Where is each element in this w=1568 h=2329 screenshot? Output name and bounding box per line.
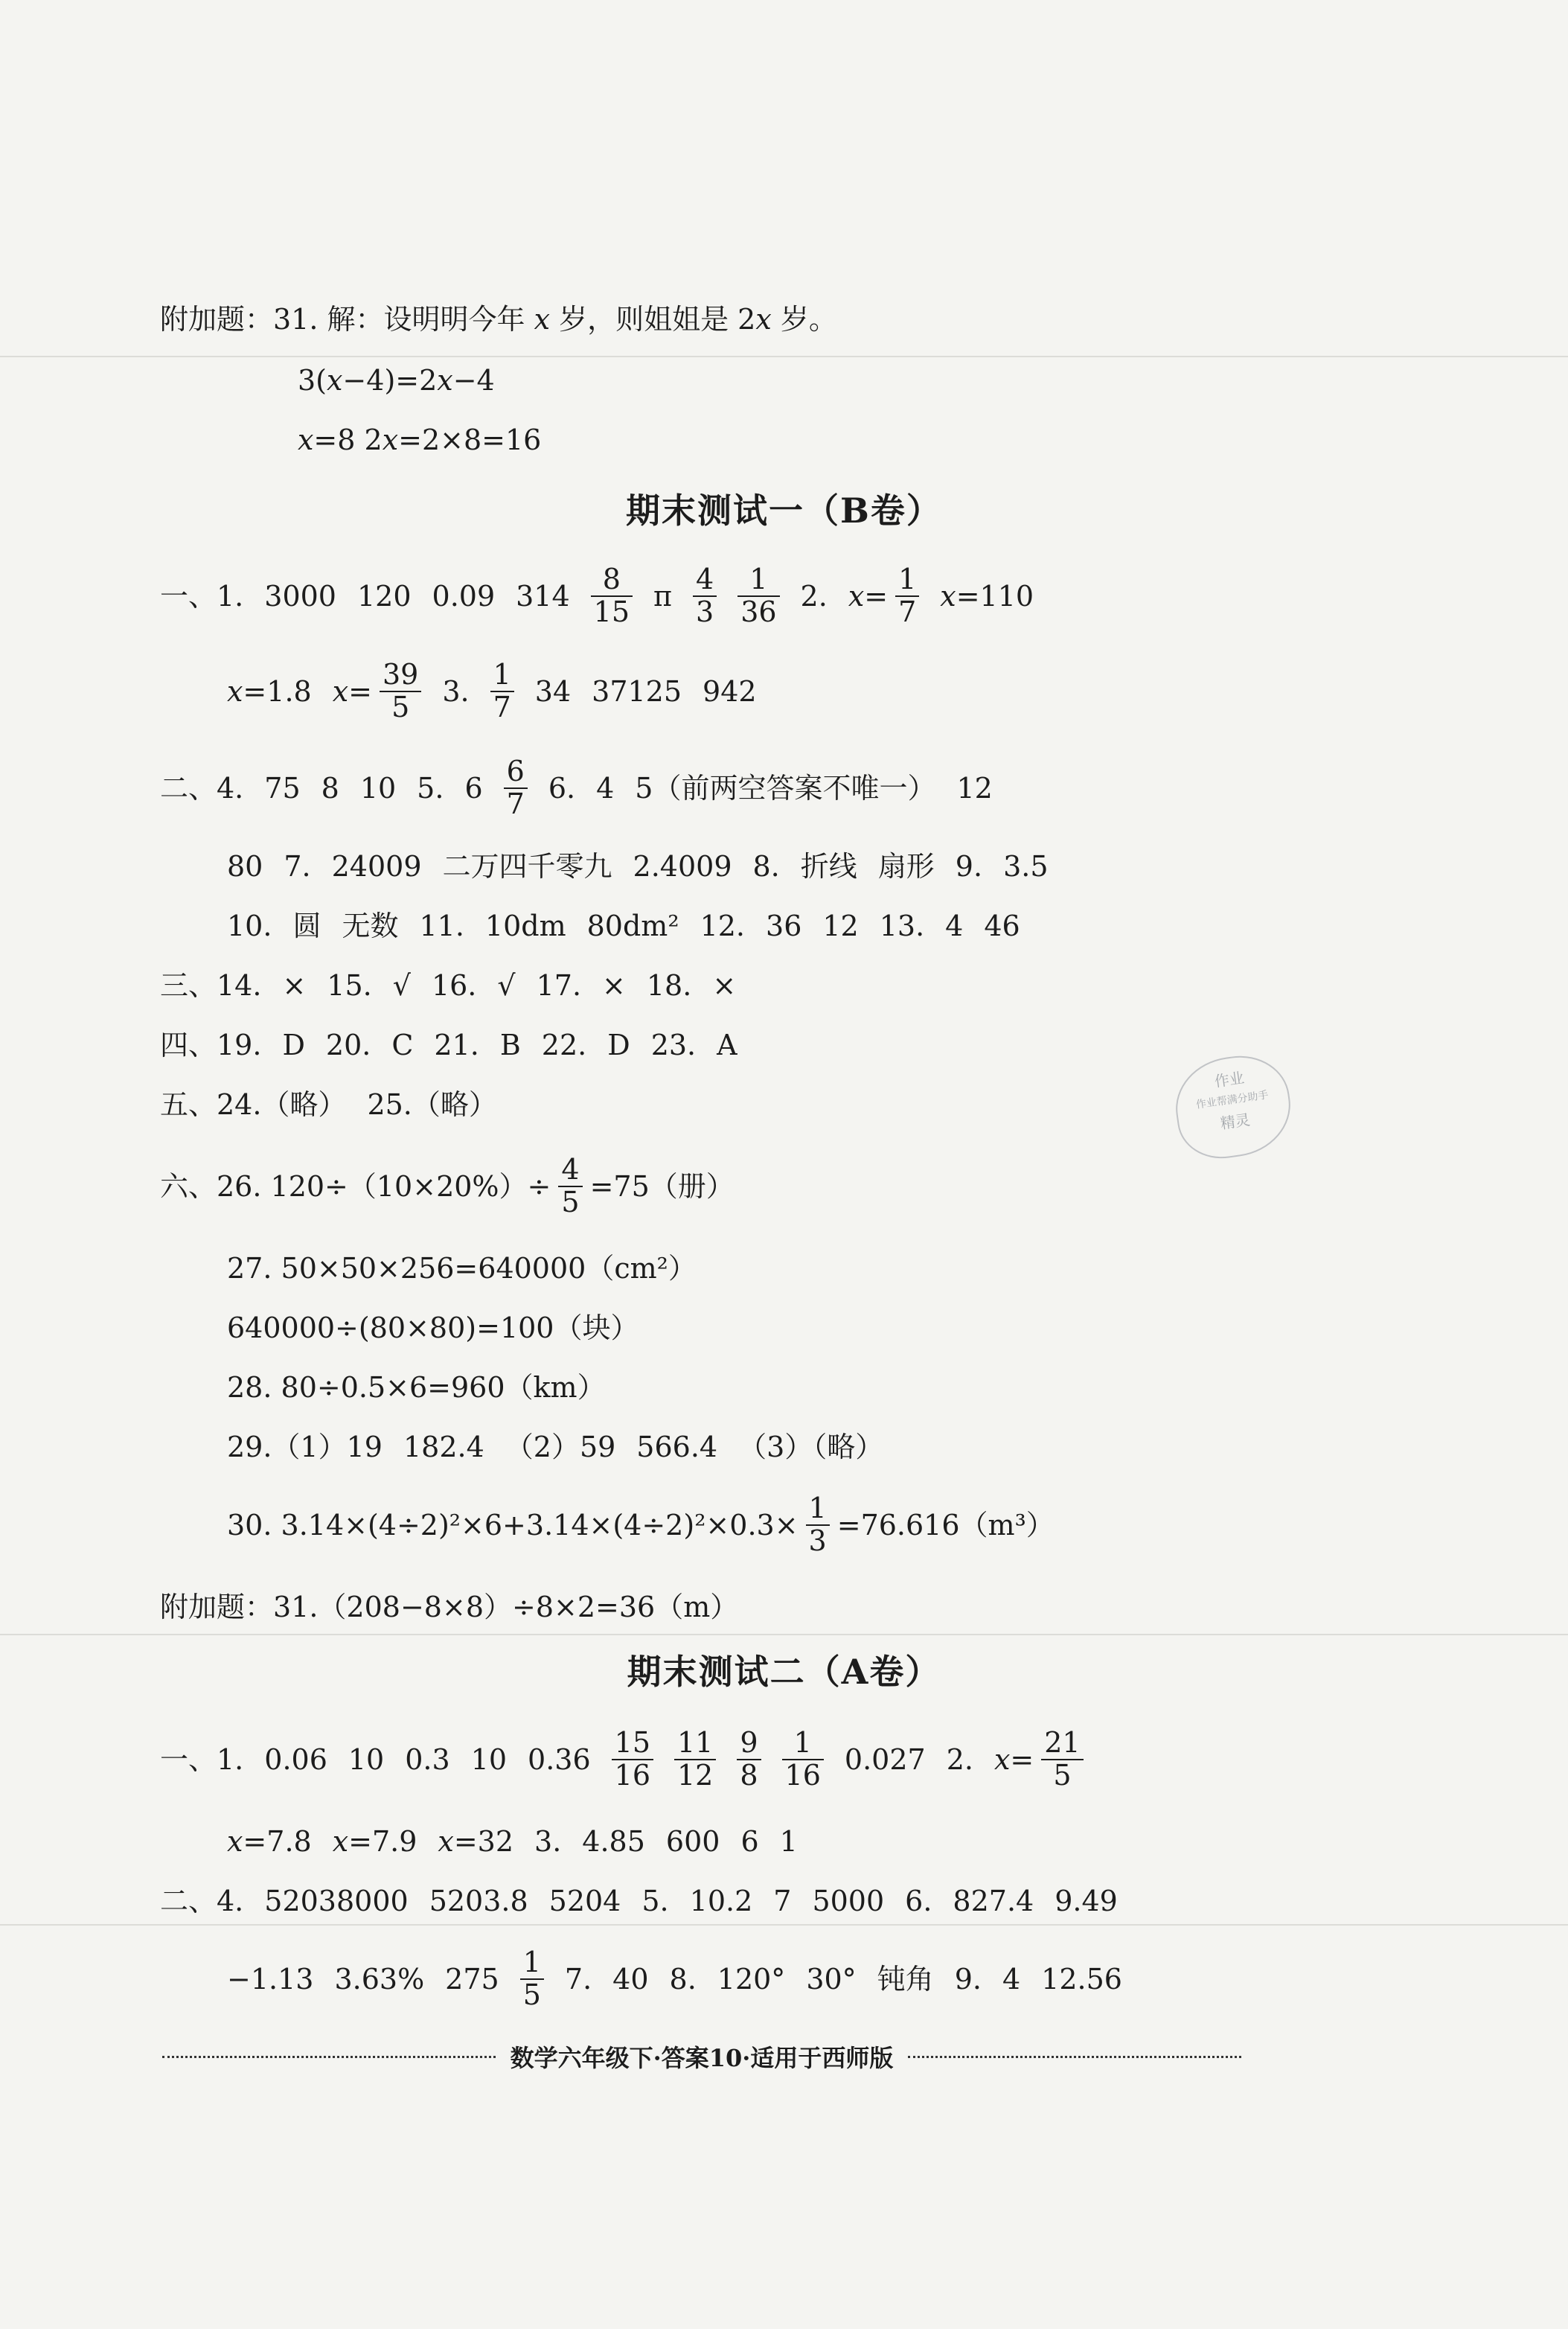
answer-text: 5000 [812,1884,885,1917]
answer-line [160,1723,1104,1790]
fraction-denominator: 5 [522,1978,541,2011]
answer-line [298,344,516,411]
answer-text: 3. [442,674,470,708]
answer-line [160,1865,1139,1932]
answer-text: 3000 [264,579,336,613]
fraction [1041,1725,1083,1792]
answer-text: 2. [800,579,828,613]
answer-line [227,1805,819,1872]
answer-text: 17. [536,968,582,1002]
answer-text: 15. [327,968,372,1002]
answer-line [160,949,757,1016]
answer-text: 46 [984,909,1020,942]
answer-text: 𝑥=7.9 [332,1824,417,1858]
answer-text: 3.63% [334,1962,425,1996]
answer-text: 275 [445,1962,499,1996]
answer-text: 𝑥=8 2𝑥=2×8=16 [298,423,542,456]
fraction-numerator: 6 [504,756,528,789]
answer-text: D [282,1028,305,1061]
answer-text: 2.4009 [633,849,732,883]
answer-line [227,1943,1143,2010]
fraction-denominator: 3 [696,595,714,628]
answer-text: 3(𝑥−4)=2𝑥−4 [298,363,495,397]
answer-text: B [499,1028,521,1061]
answer-text: 0.06 [264,1742,327,1776]
answer-text: 0.09 [432,579,496,613]
answer-text: 7 [773,1884,792,1917]
answer-text: π [653,579,672,613]
answer-text: 80 [227,849,263,883]
fraction-numerator: 1 [490,659,514,692]
answer-text: 75 [264,771,301,805]
answer-text: 𝑥=110 [940,579,1034,613]
answer-text: （3）（略） [738,1430,884,1463]
answer-text: 7. [564,1962,592,1996]
footer-text: 数学六年级下·答案10·适用于西师版 [510,2044,894,2072]
fraction-numerator: 8 [591,564,633,597]
answer-text: 𝑥= [993,1742,1034,1776]
fraction-denominator: 7 [898,595,917,628]
fraction-denominator: 5 [561,1185,580,1218]
fraction-numerator: 39 [380,659,421,692]
answer-text: 一、1. [160,1742,244,1776]
footer-dash-left [162,2056,496,2058]
answer-text: 无数 [342,909,399,942]
answer-text: 二、4. [160,771,244,805]
fraction-numerator: 15 [612,1728,653,1760]
answer-text: 附加题：31. 解：设明明今年 𝑥 岁，则姐姐是 2𝑥 岁。 [160,302,837,336]
answer-text: 21. [434,1028,479,1061]
answer-text: 8. [752,849,780,883]
answer-text: 24009 [331,849,422,883]
answer-line [160,560,1055,627]
fraction-numerator: 1 [895,564,919,597]
answer-text: 5. [417,771,444,805]
fraction-numerator: 21 [1041,1728,1083,1760]
answer-text: 5. [641,1884,669,1917]
answer-text: 28. 80÷0.5×6=960（km） [227,1370,606,1404]
fraction [520,1947,544,2011]
answer-text: 二万四千零九 [442,849,612,883]
fraction-denominator: 7 [493,690,511,723]
fraction [591,564,633,628]
answer-text: =76.616（m³） [836,1508,1055,1542]
answer-text: 9.49 [1055,1884,1118,1917]
scan-line [0,356,1568,357]
answer-text: × [282,968,307,1002]
fraction [612,1725,653,1792]
answer-line [160,1009,758,1076]
answer-text: 12.56 [1041,1962,1122,1996]
answer-text: 12 [956,771,993,805]
answer-text: 扇形 [877,849,935,883]
answer-text: 4 [945,909,964,942]
answer-text: 10dm [484,909,566,942]
answer-text: 六、26. 120÷（10×20%）÷ [160,1169,551,1203]
answer-text: √ [497,968,516,1002]
answer-text: 827.4 [953,1884,1034,1917]
fraction [380,659,421,723]
answer-line [160,752,1014,819]
answer-text: 34 [534,674,572,708]
answer-text: 942 [703,674,757,708]
answer-text: 5（前两空答案不唯一） [635,771,936,805]
fraction [674,1725,716,1792]
answer-text: （2）59 [505,1430,616,1463]
answer-text: A [717,1028,737,1061]
fraction-denominator: 7 [506,787,525,820]
fraction-denominator: 5 [391,690,410,723]
fraction-denominator: 15 [593,595,630,628]
answer-line [227,655,778,722]
fraction-numerator: 1 [782,1728,824,1760]
fraction [806,1493,830,1557]
fraction [895,564,919,628]
fraction-numerator: 4 [558,1154,582,1187]
answer-text: 16. [431,968,477,1002]
fraction-numerator: 11 [674,1728,716,1760]
answer-text: 10.2 [689,1884,753,1917]
answer-line [160,283,858,350]
answer-text: 3.5 [1003,849,1049,883]
answer-text: 钝角 [877,1962,934,1996]
answer-text: 640000÷(80×80)=100（块） [227,1311,639,1344]
section-title-b: 期末测试一（B卷） [626,491,942,531]
fraction-numerator: 1 [806,1493,830,1526]
answer-text: 6 [464,771,483,805]
answer-line [227,830,1069,897]
answer-text: 30° [806,1962,857,1996]
answer-line [227,889,1041,956]
answer-text: 2. [946,1742,973,1776]
fraction-denominator: 5 [1053,1758,1072,1792]
fraction-denominator: 16 [784,1758,821,1792]
answer-line [160,1150,755,1217]
fraction-numerator: 4 [693,564,717,597]
answer-text: 25.（略） [367,1087,497,1121]
footer-dash-right [908,2056,1241,2058]
answer-text: 314 [516,579,570,613]
answer-text: 12 [822,909,859,942]
answer-text: 10. [227,909,272,942]
answer-text: =75（册） [589,1169,735,1203]
answer-text: 圆 [292,909,321,942]
fraction-numerator: 9 [737,1728,761,1760]
answer-text: 27. 50×50×256=640000（cm²） [227,1251,697,1285]
answer-text: 0.36 [528,1742,591,1776]
answer-text: −1.13 [227,1962,314,1996]
fraction [504,756,528,820]
answer-text: 0.027 [844,1742,926,1776]
fraction [782,1725,824,1792]
answer-text: 120 [356,579,412,613]
answer-text: 18. [646,968,692,1002]
fraction-denominator: 3 [808,1524,827,1557]
answer-text: 52038000 [264,1884,409,1917]
answer-text: 6. [548,771,576,805]
answer-text: 五、24.（略） [160,1087,347,1121]
answer-text: √ [392,968,411,1002]
answer-text: C [391,1028,414,1061]
answer-line [160,1571,759,1638]
answer-text: 8. [669,1962,697,1996]
answer-text: 23. [650,1028,697,1061]
answer-text: 80dm² [586,909,679,942]
answer-text: 40 [612,1962,649,1996]
answer-text: 折线 [800,849,857,883]
answer-text: 182.4 [403,1430,484,1463]
answer-text: 566.4 [636,1430,718,1463]
answer-text: 6. [905,1884,932,1917]
answer-text: 0.3 [405,1742,450,1776]
answer-text: × [712,968,737,1002]
answer-text: 𝑥=7.8 [227,1824,312,1858]
fraction [693,564,717,628]
fraction-numerator: 1 [520,1947,544,1980]
watermark-stamp: 作业 作业帮满分助手 精灵 [1169,1050,1296,1164]
answer-text: 7. [284,849,311,883]
answer-text: 四、19. [160,1028,262,1061]
fraction [558,1154,582,1218]
answer-text: 11. [419,909,464,942]
answer-text: 3. [534,1824,562,1858]
answer-text: 三、14. [160,968,262,1002]
fraction-denominator: 12 [677,1758,714,1792]
section-title-a: 期末测试二（A卷） [627,1652,941,1692]
answer-line [160,1068,518,1135]
answer-text: 120° [717,1962,786,1996]
answer-text: 9. [955,849,983,883]
answer-text: 13. [879,909,925,942]
answer-text: 37125 [592,674,682,708]
fraction-numerator: 1 [737,564,779,597]
answer-text: 22. [541,1028,587,1061]
answer-text: 一、1. [160,579,244,613]
answer-text: 𝑥=32 [438,1824,514,1858]
fraction [737,1725,761,1792]
answer-text: 20. [325,1028,371,1061]
answer-text: 4 [1002,1962,1021,1996]
answer-line [227,1411,904,1477]
page-footer [162,2039,1241,2074]
answer-text: 29.（1）19 [227,1430,383,1463]
answer-line [227,1232,717,1299]
answer-text: 30. 3.14×(4÷2)²×6+3.14×(4÷2)²×0.3× [227,1508,799,1542]
answer-text: 9. [954,1962,982,1996]
answer-text: 𝑥= [332,674,372,708]
answer-text: 8 [321,771,339,805]
answer-text: 附加题：31.（208−8×8）÷8×2=36（m） [160,1590,739,1623]
answer-text: 5203.8 [429,1884,528,1917]
fraction [490,659,514,723]
answer-text: 5204 [548,1884,621,1917]
answer-text: 4 [596,771,615,805]
answer-text: 𝑥=1.8 [227,674,312,708]
fraction-denominator: 16 [614,1758,650,1792]
answer-text: 12. [700,909,746,942]
answer-text: × [602,968,626,1002]
answer-text: D [607,1028,630,1061]
answer-line [227,1489,1075,1556]
answer-text: 二、4. [160,1884,244,1917]
answer-text: 4.85 [582,1824,645,1858]
fraction-denominator: 8 [740,1758,758,1792]
answer-text: 10 [359,771,397,805]
answer-line [227,1351,627,1418]
answer-text: 36 [766,909,802,942]
answer-text: 10 [470,1742,508,1776]
answer-text: 600 [665,1824,720,1858]
answer-text: 1 [779,1824,798,1858]
answer-text: 6 [740,1824,759,1858]
answer-line [227,1291,659,1358]
fraction-denominator: 36 [740,595,777,628]
answer-text: 𝑥= [848,579,889,613]
fraction [737,564,779,628]
answer-line [298,403,562,470]
answer-text: 10 [348,1742,385,1776]
